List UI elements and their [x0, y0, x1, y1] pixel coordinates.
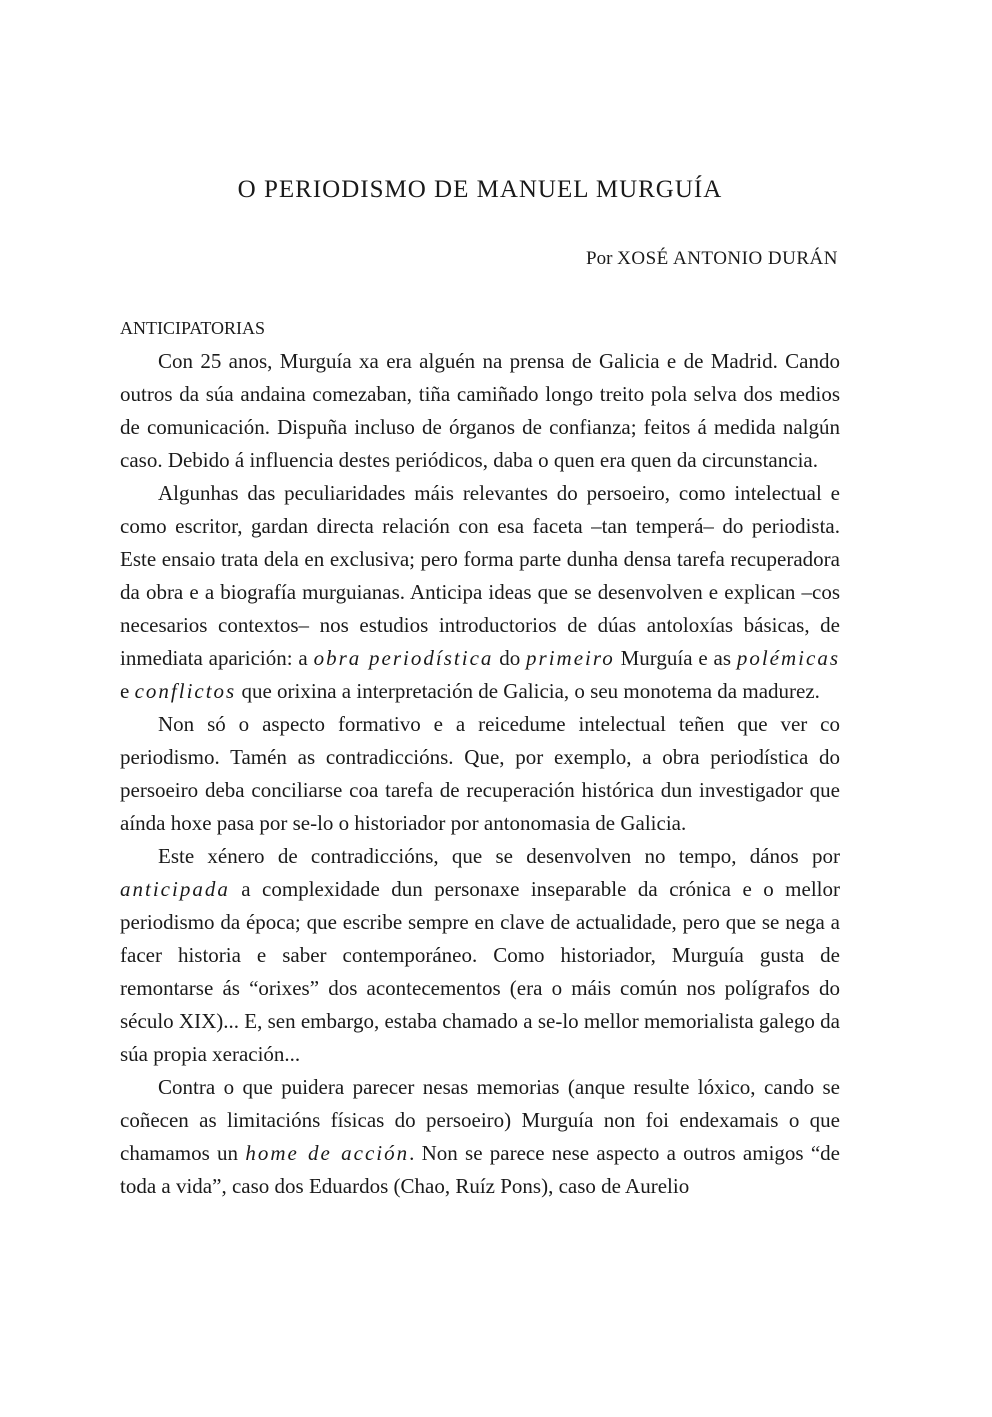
- byline: [586, 248, 838, 270]
- body-paragraph: [120, 345, 840, 477]
- body-paragraph: [120, 708, 840, 840]
- text-run: Murguía e as: [614, 646, 737, 670]
- text-run: Non só o aspecto formativo e a reicedume intelectual teñen que ver co periodismo. Tamén as contradiccións. Que, por exemplo, a obra periodística do persoeiro deba conciliarse coa tarefa de recuperación histórica dun investigador que aínda hoxe pasa por se-lo o historiador por antonomasia de Galicia.: [120, 712, 840, 835]
- body-paragraph: [120, 840, 840, 1071]
- text-run: e: [120, 679, 135, 703]
- paragraph-list: [120, 345, 840, 1203]
- text-run: Contra o que puidera parecer nesas memorias (anque resulte lóxico, cando se coñecen as limitacións físicas do persoeiro) Murguía non foi endexamais o que chamamos un: [120, 1075, 840, 1165]
- italic-phrase: home de acción: [245, 1141, 410, 1165]
- body-paragraph: [120, 1071, 840, 1203]
- author-name: XOSÉ ANTONIO DURÁN: [617, 248, 838, 269]
- text-run: Algunhas das peculiaridades máis relevantes do persoeiro, como intelectual e como escritor, gardan directa relación con esa faceta –tan temperá– do periodista. Este ensaio trata dela en exclusiva; pero forma parte dunha densa tarefa recuperadora da obra e a biografía murguianas. Anticipa ideas que se desenvolven e explican –cos necesarios contextos– nos estudios introductorios de dúas antoloxías básicas, de inmediata aparición: a: [120, 481, 840, 670]
- text-run: que orixina a interpretación de Galicia, o seu monotema da madurez.: [236, 679, 820, 703]
- italic-phrase: conflictos: [134, 679, 237, 703]
- italic-phrase: obra periodística: [313, 646, 494, 670]
- italic-phrase: polémicas: [736, 646, 840, 670]
- body-paragraph: [120, 477, 840, 708]
- text-run: Este xénero de contradiccións, que se desenvolven no tempo, dános por: [158, 844, 840, 868]
- text-run: . Non se parece nese aspecto a outros amigos “de toda a vida”, caso dos Eduardos (Chao, Ruíz Pons), caso de Aurelio: [120, 1141, 840, 1198]
- italic-phrase: anticipada: [120, 877, 230, 901]
- text-run: Con 25 anos, Murguía xa era alguén na prensa de Galicia e de Madrid. Cando outros da súa andaina comezaban, tiña camiñado longo treito pola selva dos medios de comunicación. Dispuña incluso de órganos de confianza; feitos á medida nalgún caso. Debido á influencia destes periódicos, daba o quen era quen da circunstancia.: [120, 349, 840, 472]
- text-run: a complexidade dun personaxe inseparable da crónica e o mellor periodismo da época; que escribe sempre en clave de actualidade, pero que se nega a facer historia e saber contemporáneo. Como historiador, Murguía gusta de remontarse ás “orixes” dos acontecementos (era o máis común nos polígrafos do século XIX)... E, sen embargo, estaba chamado a se-lo mellor memorialista galego da súa propia xeración...: [120, 877, 840, 1066]
- section-heading: ANTICIPATORIAS: [120, 318, 266, 338]
- byline-prefix: Por: [586, 248, 613, 269]
- text-run: do: [493, 646, 527, 670]
- article-body: [120, 312, 840, 1203]
- italic-phrase: primeiro: [526, 646, 615, 670]
- article-title: O PERIODISMO DE MANUEL MURGUÍA: [237, 176, 723, 203]
